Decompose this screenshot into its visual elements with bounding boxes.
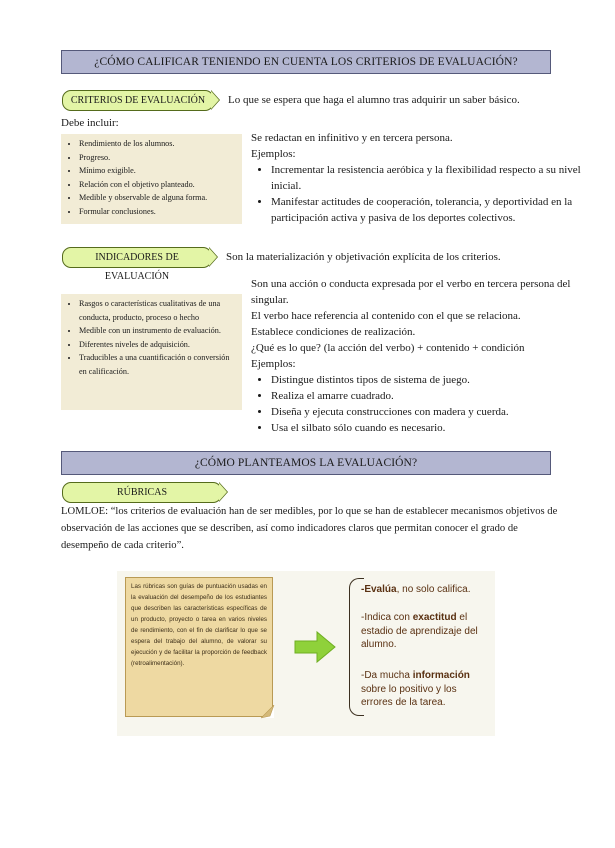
rubricas-figure — [117, 571, 495, 736]
list-item: • Manifestar actitudes de cooperación, tolerancia, y deportividad en la participación activa y pasiva de los deportes colectivos. — [271, 194, 581, 226]
indicadores-line: Establece condiciones de realización. — [251, 326, 416, 338]
figure-point-2: -Indica con exactitud el estadio de aprendizaje del alumno. — [361, 612, 478, 651]
list-item: • Formular conclusiones. — [79, 205, 238, 219]
list-item: • Relación con el objetivo planteado. — [79, 178, 238, 192]
list-item: • Diseña y ejecuta construcciones con madera y cuerda. — [271, 404, 583, 420]
section1-banner: ¿CÓMO CALIFICAR TENIENDO EN CUENTA LOS CRITERIOS DE EVALUACIÓN? — [61, 50, 551, 74]
list-item: • Rasgos o características cualitativas de una conducta, producto, proceso o hecho — [79, 297, 238, 324]
indicadores-line: El verbo hace referencia al contenido con el que se relaciona. — [251, 310, 521, 322]
list-item: • Usa el silbato sólo cuando es necesario. — [271, 420, 583, 436]
list-item: • Medible y observable de alguna forma. — [79, 191, 238, 205]
include-box — [61, 134, 242, 224]
rubricas-note: Las rúbricas son guías de puntuación usadas en la evaluación del desempeño de los estudiantes que describen las características específicas de un producto, proyecto o tarea en varios niveles de rendimiento, con el fin de clarificar lo que se espera del trabajo del alumno, de valorar su ejecución y de facilitar la proporción de feedback (retroalimentación). — [125, 577, 273, 717]
right-arrow-icon — [293, 629, 337, 665]
list-item: • Traducibles a una cuantificación o conversión en calificación. — [79, 351, 238, 378]
note-curl-icon — [261, 705, 275, 719]
indicadores-examples-label: Ejemplos: — [251, 358, 296, 370]
criterios-right-text — [251, 130, 581, 226]
indicadores-definition: Son la materialización y objetivación explícita de los criterios. — [226, 251, 501, 263]
criterios-definition: Lo que se espera que haga el alumno tras adquirir un saber básico. — [228, 94, 520, 106]
criterios-redaction: Se redactan en infinitivo y en tercera persona. — [251, 132, 453, 144]
lomloe-quote: LOMLOE: “los criterios de evaluación han de ser medibles, por lo que se han de establecer mecanismos objetivos de observación de las acciones que se describen, así como indicadores claros que permitan conocer el grado de desempeño de cada criterio”. — [61, 506, 558, 551]
list-item: • Incrementar la resistencia aeróbica y la flexibilidad respecto a su nivel inicial. — [271, 162, 581, 194]
indicadores-line: ¿Qué es lo que? (la acción del verbo) + contenido + condición — [251, 342, 525, 354]
list-item: • Mínimo exigible. — [79, 164, 238, 178]
indicadores-pill: INDICADORES DE EVALUACIÓN — [62, 247, 212, 268]
figure-point-1: -Evalúa, no solo califica. — [361, 584, 471, 595]
indicadores-right-text — [251, 276, 583, 436]
criterios-pill: CRITERIOS DE EVALUACIÓN — [62, 90, 214, 111]
figure-point-3: -Da mucha información sobre lo positivo y los errores de la tarea. — [361, 670, 470, 709]
list-item: • Medible con un instrumento de evaluación. — [79, 324, 238, 338]
list-item: • Distingue distintos tipos de sistema de juego. — [271, 372, 583, 388]
list-item: • Progreso. — [79, 151, 238, 165]
indicadores-line: Son una acción o conducta expresada por el verbo en tercera persona del singular. — [251, 278, 571, 306]
section3-banner: ¿CÓMO PLANTEAMOS LA EVALUACIÓN? — [61, 451, 551, 475]
list-item: • Realiza el amarre cuadrado. — [271, 388, 583, 404]
include-label: Debe incluir: — [61, 117, 119, 129]
list-item: • Rendimiento de los alumnos. — [79, 137, 238, 151]
criterios-examples-label: Ejemplos: — [251, 148, 296, 160]
indicadores-box — [61, 294, 242, 410]
rubricas-pill: RÚBRICAS — [62, 482, 222, 503]
list-item: • Diferentes niveles de adquisición. — [79, 338, 238, 352]
